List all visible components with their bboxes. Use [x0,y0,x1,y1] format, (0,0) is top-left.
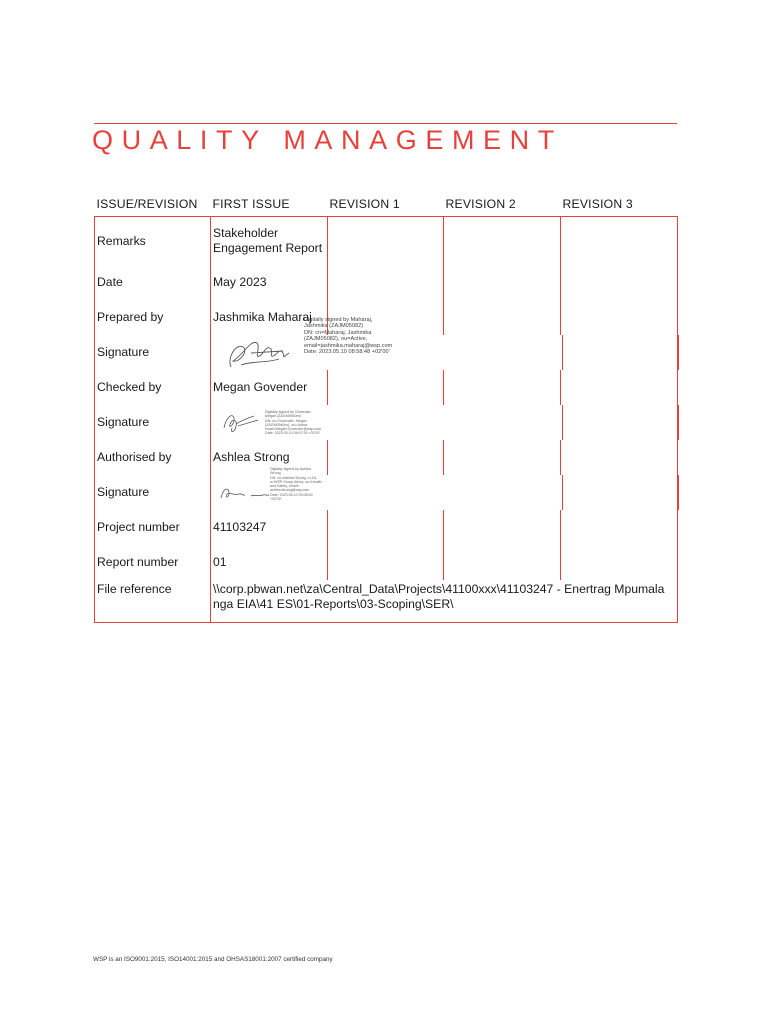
signature-3-cell [211,467,678,510]
remarks-first-issue: Stakeholder Engagement Report [211,217,328,266]
remarks-revision-3 [561,217,678,266]
checked-by-revision-2 [444,370,561,405]
row-label-signature-3: Signature [95,475,211,510]
table-row [95,370,678,405]
row-label-prepared-by: Prepared by [95,300,211,335]
header-revision-3: REVISION 3 [561,192,678,217]
prepared-by-first-issue: Jashmika Maharaj [211,300,328,335]
table-row [95,335,678,370]
row-label-date: Date [95,265,211,300]
remarks-revision-2 [444,217,561,266]
remarks-revision-1 [328,217,444,266]
project-number-revision-1 [328,510,444,545]
signature-megan-image [218,408,264,436]
row-label-remarks: Remarks [95,217,211,266]
row-label-signature-1: Signature [95,335,211,370]
table-row [95,440,678,475]
date-revision-1 [328,265,444,300]
footer-certification: WSP is an ISO9001:2015, ISO14001:2015 and OHSAS18001:2007 certified company [93,956,333,963]
header-issue-revision: ISSUE/REVISION [95,192,211,217]
report-number-first-issue: 01 [211,545,328,580]
report-number-revision-2 [444,545,561,580]
table-row [95,405,678,440]
prepared-by-revision-2 [444,300,561,335]
date-first-issue: May 2023 [211,265,328,300]
quality-management-table [94,192,678,623]
project-number-revision-3 [561,510,678,545]
project-number-first-issue: 41103247 [211,510,328,545]
row-label-project-number: Project number [95,510,211,545]
date-revision-2 [444,265,561,300]
date-revision-3 [561,265,678,300]
row-label-file-reference: File reference [95,580,211,623]
signature-2-digital-text: Digitally signed by Govender, Megan (ZAGM05x0nv) DN: cn=Govender, Megan (ZAGM05x0nv), ou=Active, email=Megan.Govender@wsp.com Date: 2023.05.10 09:07:30 +02'00' [265,410,322,436]
authorised-by-revision-1 [328,440,444,475]
file-reference-value: \\corp.pbwan.net\za\Central_Data\Projects\41100xxx\41103247 - Enertrag Mpumalanga EIA\41 ES\01-Reports\03-Scoping\SER\ [211,580,678,623]
signature-jashmika-image [221,333,305,373]
header-first-issue: FIRST ISSUE [211,192,328,217]
checked-by-first-issue: Megan Govender [211,370,328,405]
page-title: QUALITY MANAGEMENT [92,125,563,155]
row-label-report-number: Report number [95,545,211,580]
report-number-revision-1 [328,545,444,580]
table-row [95,265,678,300]
table-row [95,580,678,623]
row-label-authorised-by: Authorised by [95,440,211,475]
signature-2-cell [211,405,678,440]
signature-1-cell [211,317,678,370]
authorised-by-revision-2 [444,440,561,475]
prepared-by-revision-3 [561,300,678,335]
signature-ashlea-image [217,482,273,504]
authorised-by-first-issue: Ashlea Strong [211,440,328,475]
top-rule [94,123,677,124]
signature-3-digital-text: Digitally signed by Ashlea Strong DN: cn=Ashlea Strong, c=ZA, o=WSP Group Africa, ou=Health and Safety, email= ashlea.strong@wsp.com Date: 2023.05.10 09:08:00 +02'00' [270,467,322,502]
table-header-row [95,192,678,217]
authorised-by-revision-3 [561,440,678,475]
signature-1-digital-text: Digitally signed by Maharaj, Jashmika (ZAJM05082) DN: cn=Maharaj, Jashmika (ZAJM05082), ou=Active, email=jashmika.maharaj@wsp.com Date: 2023.05.10 08:58:48 +02'00' [304,317,393,356]
table-row [95,475,678,510]
table-row [95,510,678,545]
header-revision-1: REVISION 1 [328,192,444,217]
checked-by-revision-1 [328,370,444,405]
table-row [95,545,678,580]
table-row [95,217,678,266]
project-number-revision-2 [444,510,561,545]
header-revision-2: REVISION 2 [444,192,561,217]
report-number-revision-3 [561,545,678,580]
row-label-checked-by: Checked by [95,370,211,405]
checked-by-revision-3 [561,370,678,405]
row-label-signature-2: Signature [95,405,211,440]
